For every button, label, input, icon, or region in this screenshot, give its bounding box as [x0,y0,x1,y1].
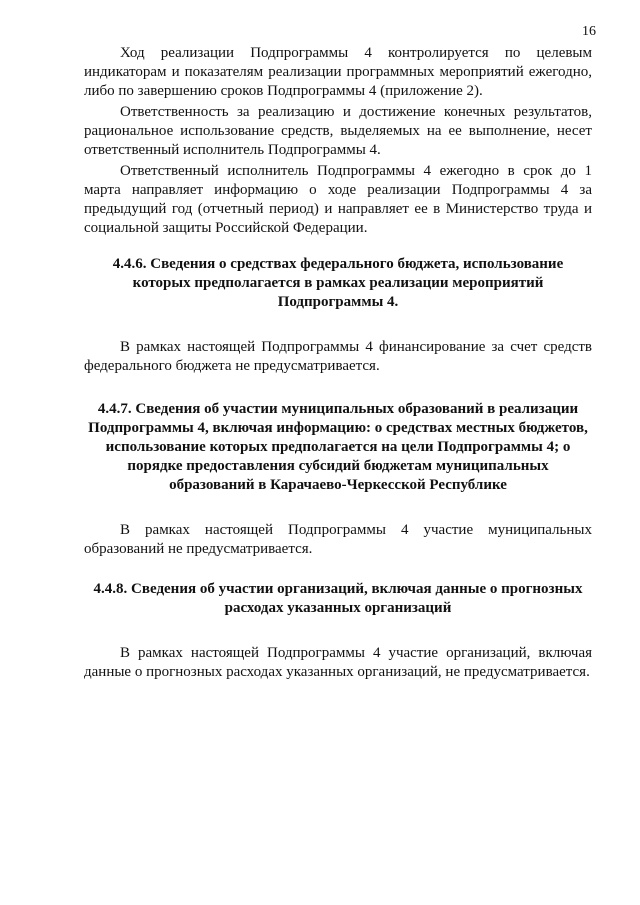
paragraph-monitoring: Ход реализации Подпрограммы 4 контролируется по целевым индикаторам и показателям реализации программных мероприятий ежегодно, либо по завершению сроков Подпрограммы 4 (приложение 2). [84,45,592,99]
section-heading-4-4-6: 4.4.6. Сведения о средствах федерального бюджета, использование которых предполагается в рамках реализации мероприятий Подпрограммы 4. [112,256,564,310]
section-text-4-4-7: В рамках настоящей Подпрограммы 4 участие муниципальных образований не предусматривается. [84,522,592,557]
section-text-4-4-8: В рамках настоящей Подпрограммы 4 участие организаций, включая данные о прогнозных расходах указанных организаций, не предусматривается. [84,645,592,680]
paragraph-responsibility: Ответственность за реализацию и достижение конечных результатов, рациональное использование средств, выделяемых на ее выполнение, несет ответственный исполнитель Подпрограммы 4. [84,104,592,158]
paragraph-reporting: Ответственный исполнитель Подпрограммы 4 ежегодно в срок до 1 марта направляет информацию о ходе реализации Подпрограммы 4 за предыдущий год (отчетный период) и направляет ее в Министерство труда и социальной защиты Российской Федерации. [84,163,592,236]
section-heading-4-4-7: 4.4.7. Сведения об участии муниципальных образований в реализации Подпрограммы 4, включая информацию: о средствах местных бюджетов, использование которых предполагается на цели Подпрограммы 4; о порядке предоставления субсидий бюджетам муниципальных образований в Карачаево-Черкесской Республике [88,401,588,493]
page-number: 16 [582,24,596,39]
document-body [84,44,592,682]
section-heading-4-4-8: 4.4.8. Сведения об участии организаций, включая данные о прогнозных расходах указанных организаций [93,581,583,616]
section-text-4-4-6: В рамках настоящей Подпрограммы 4 финансирование за счет средств федерального бюджета не предусматривается. [84,339,592,374]
